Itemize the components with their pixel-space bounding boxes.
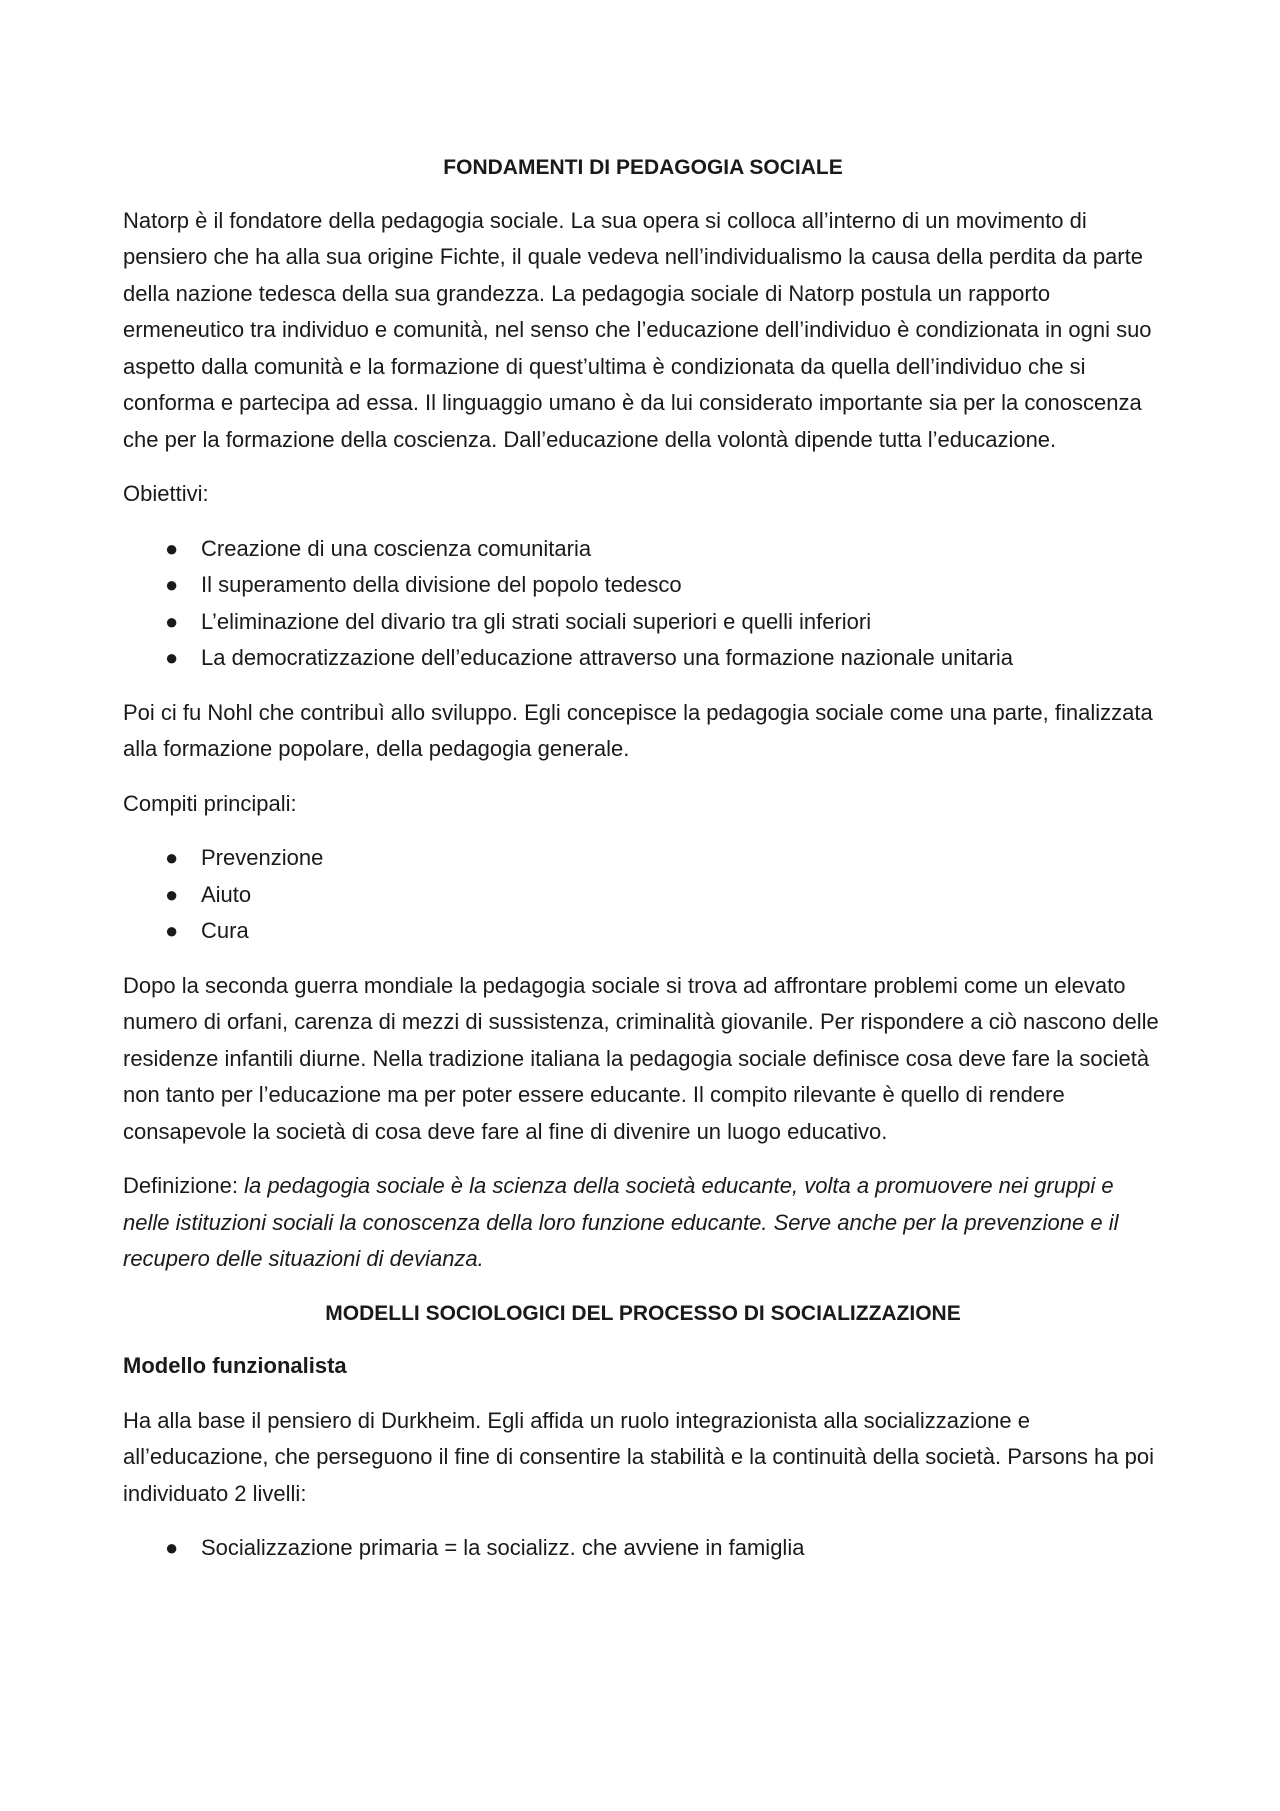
bullet-icon: ● — [165, 608, 179, 634]
paragraph-nohl: Poi ci fu Nohl che contribuì allo sviluppo. Egli concepisce la pedagogia sociale come una parte, finalizzata alla formazione popolare, della pedagogia generale. — [123, 699, 1153, 761]
list-item: ● Socializzazione primaria = la socializz. che avviene in famiglia — [123, 1530, 1163, 1567]
list-item: ● Cura — [123, 913, 1163, 950]
list-livelli — [123, 1530, 1163, 1567]
bullet-icon: ● — [165, 845, 179, 870]
paragraph-dopoguerra: Dopo la seconda guerra mondiale la pedagogia sociale si trova ad affrontare problemi come un elevato numero di orfani, carenza di mezzi di sussistenza, criminalità giovanile. Per rispondere a ciò nascono delle residenze infantili diurne. Nella tradizione italiana la pedagogia sociale definisce cosa deve fare la società non tanto per l’educazione ma per poter essere educante. Il compito rilevante è quello di rendere consapevole la società di cosa deve fare al fine di divenire un luogo educativo. — [123, 972, 1159, 1144]
list-item: ● Aiuto — [123, 877, 1163, 914]
bullet-icon: ● — [165, 918, 179, 943]
label-obiettivi: Obiettivi: — [123, 481, 209, 506]
list-obiettivi — [123, 531, 1163, 677]
paragraph-durkheim: Ha alla base il pensiero di Durkheim. Egli affida un ruolo integrazionista alla socializzazione e all’educazione, che perseguono il fine di consentire la stabilità e la continuità della società. Parsons ha poi individuato 2 livelli: — [123, 1407, 1154, 1506]
bullet-icon: ● — [165, 1535, 179, 1560]
definizione-text: la pedagogia sociale è la scienza della società educante, volta a promuovere nei gruppi e nelle istituzioni sociali la conoscenza della loro funzione educante. Serve anche per la prevenzione e il recupero delle situazioni di devianza. — [123, 1173, 1119, 1271]
list-item: ● Prevenzione — [123, 840, 1163, 877]
subheading-funzionalista: Modello funzionalista — [123, 1353, 347, 1378]
list-item: ● L’eliminazione del divario tra gli strati sociali superiori e quelli inferiori — [123, 604, 1163, 641]
list-item: ● La democratizzazione dell’educazione attraverso una formazione nazionale unitaria — [123, 640, 1163, 677]
label-compiti: Compiti principali: — [123, 790, 297, 816]
paragraph-definizione — [123, 1168, 1163, 1278]
paragraph-natorp: Natorp è il fondatore della pedagogia sociale. La sua opera si colloca all’interno di un movimento di pensiero che ha alla sua origine Fichte, il quale vedeva nell’individualismo la causa della perdita da parte della nazione tedesca della sua grandezza. La pedagogia sociale di Natorp postula un rapporto ermeneutico tra individuo e comunità, nel senso che l’educazione dell’individuo è condizionata in ogni suo aspetto dalla comunità e la formazione di quest’ultima è condizionata da quella dell’individuo che si conforma e partecipa ad essa. Il linguaggio umano è da lui considerato importante sia per la conoscenza che per la formazione della coscienza. Dall’educazione della volontà dipende tutta l’educazione. — [123, 207, 1152, 452]
section-title-fondamenti: FONDAMENTI DI PEDAGOGIA SOCIALE — [443, 156, 843, 179]
document-content — [123, 150, 1163, 1585]
list-compiti — [123, 840, 1163, 950]
section-title-modelli: MODELLI SOCIOLOGICI DEL PROCESSO DI SOCIALIZZAZIONE — [325, 1301, 961, 1325]
list-item: ● Creazione di una coscienza comunitaria — [123, 531, 1163, 568]
bullet-icon: ● — [165, 881, 179, 907]
bullet-icon: ● — [165, 535, 179, 561]
bullet-icon: ● — [165, 572, 179, 597]
list-item: ● Il superamento della divisione del popolo tedesco — [123, 567, 1163, 604]
definizione-label: Definizione: — [123, 1173, 245, 1198]
bullet-icon: ● — [165, 645, 179, 670]
